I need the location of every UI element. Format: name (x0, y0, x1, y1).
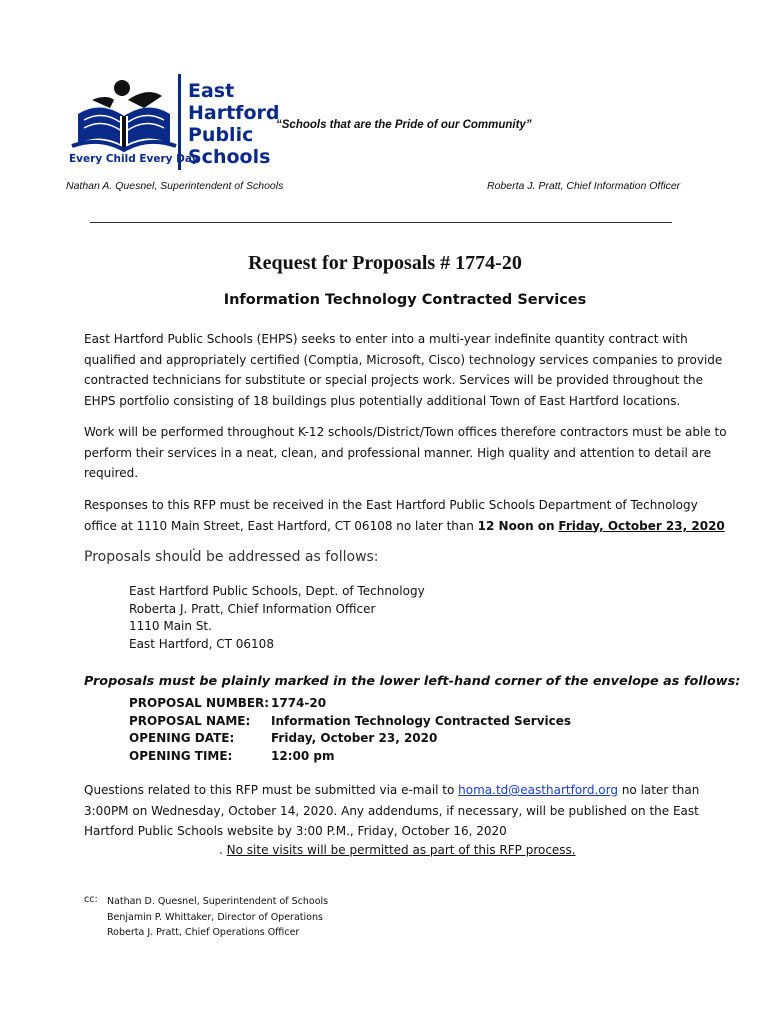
questions-text-cont: no later than 3:00PM on Wednesday, October 14, 2020. Any addendums, if necessary, will be published on the East Hartford Public Schools website by 3:00 P.M., Friday, October 16, 2020 (84, 783, 700, 838)
proposal-info-value: Friday, October 23, 2020 (271, 731, 438, 745)
work-paragraph: Work will be performed throughout K-12 schools/District/Town offices therefore contractors must be able to perform their services in a neat, clean, and professional manner. High quality and attention to detail are required. (84, 425, 727, 480)
questions-paragraph (84, 780, 734, 842)
logo-line: Public (188, 124, 254, 146)
proposal-info-label: PROPOSAL NUMBER: (129, 696, 270, 710)
cc-recipient: Roberta J. Pratt, Chief Operations Officer (107, 927, 300, 938)
site-visit-text: No site visits will be permitted as part of this RFP process. (226, 843, 576, 857)
logo-wordmark (188, 80, 279, 168)
superintendent-name: Nathan A. Quesnel, Superintendent of Schools (66, 180, 284, 192)
deadline-trailing: . (192, 539, 196, 553)
district-logo (69, 74, 280, 170)
intro-paragraph: East Hartford Public Schools (EHPS) seeks to enter into a multi-year indefinite quantity contract with qualified and appropriately certified (Comptia, Microsoft, Cisco) technology services companies to provide contracted technicians for substitute or special projects work. Services will be provided throughout the EHPS portfolio consisting of 18 buildings plus potentially additional Town of East Hartford locations. (84, 332, 723, 408)
proposal-info-row (129, 695, 571, 713)
cc-recipient: Nathan D. Quesnel, Superintendent of Schools (107, 896, 329, 907)
proposal-info-value: Information Technology Contracted Services (271, 713, 572, 728)
cc-list (107, 894, 328, 941)
cc-label: cc: (84, 894, 98, 905)
header-divider (90, 222, 672, 223)
logo-line: East (188, 80, 235, 102)
questions-text: Questions related to this RFP must be submitted via e-mail to (84, 783, 459, 797)
address-line: East Hartford Public Schools, Dept. of Technology (129, 584, 425, 598)
logo-tagline: Every Child Every Day (69, 153, 199, 165)
contact-email-link[interactable]: homa.td@easthartford.org (458, 783, 618, 797)
proposal-info-value: 1774-20 (271, 696, 327, 710)
site-visit-notice (219, 843, 576, 857)
address-line: Roberta J. Pratt, Chief Information Officer (129, 601, 376, 616)
site-visit-prefix: . (219, 843, 227, 857)
proposal-info-label: OPENING TIME: (129, 748, 233, 763)
proposal-info-row (129, 713, 571, 731)
logo-line: Hartford (188, 102, 280, 124)
address-heading: Proposals should be addressed as follows: (84, 549, 379, 565)
address-line: 1110 Main St. (129, 619, 212, 633)
proposal-info-row (129, 730, 571, 748)
deadline-date: Friday, October 23, 2020 (558, 518, 725, 533)
proposal-info-label: OPENING DATE: (129, 731, 235, 745)
address-line: East Hartford, CT 06108 (129, 636, 274, 651)
proposal-info-label: PROPOSAL NAME: (129, 713, 251, 728)
page-title: Request for Proposals # 1774-20 (248, 252, 522, 274)
deadline-text: Responses to this RFP must be received in the East Hartford Public Schools Department of Technology office at 1110 Main Street, East Hartford, CT 06108 no later than (84, 498, 698, 533)
logo-line: Schools (188, 146, 271, 168)
deadline-time: 12 Noon on (477, 518, 555, 533)
marking-instruction: Proposals must be plainly marked in the lower left-hand corner of the envelope as follows: (84, 674, 741, 689)
mailing-address (129, 583, 425, 653)
cio-name: Roberta J. Pratt, Chief Information Officer (487, 180, 681, 192)
district-motto: “Schools that are the Pride of our Community” (276, 119, 532, 131)
page-subtitle: Information Technology Contracted Services (223, 292, 587, 308)
deadline-paragraph (84, 495, 734, 557)
proposal-info-table (129, 695, 571, 765)
cc-recipient: Benjamin P. Whittaker, Director of Operations (107, 911, 323, 923)
proposal-info-value: 12:00 pm (271, 748, 335, 763)
proposal-info-row (129, 748, 571, 766)
open-book-person-icon (70, 74, 182, 154)
